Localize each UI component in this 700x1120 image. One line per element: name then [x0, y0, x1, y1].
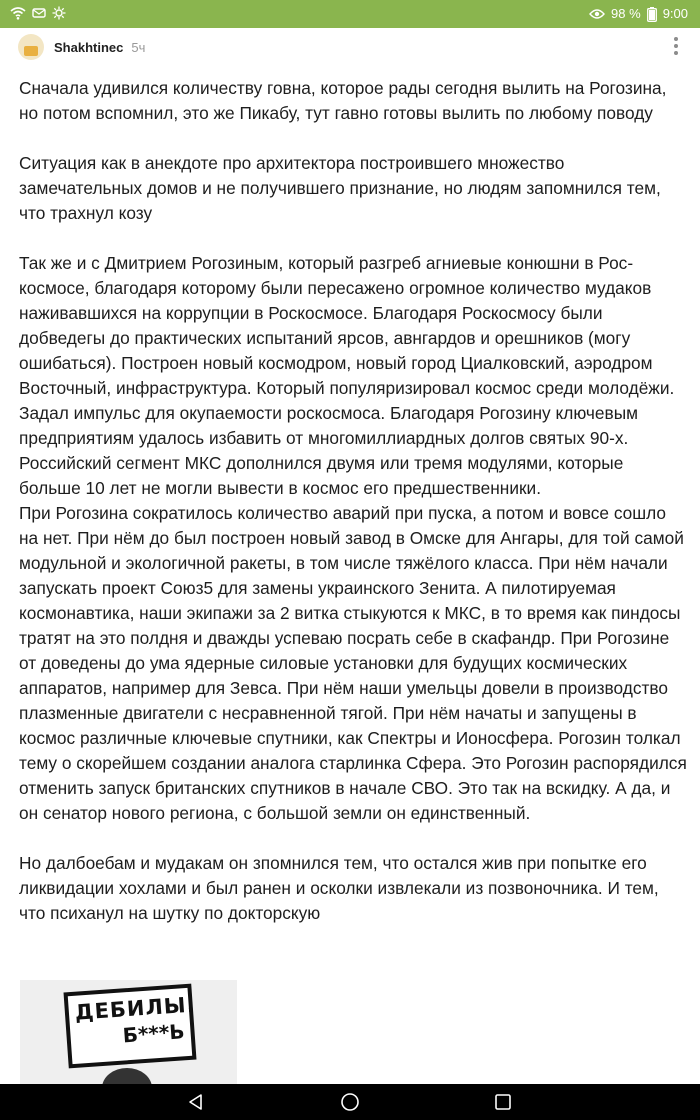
settings-icon	[52, 6, 66, 20]
wifi-icon	[10, 6, 26, 20]
recent-apps-icon[interactable]	[494, 1093, 512, 1111]
battery-icon	[647, 7, 657, 22]
author-name[interactable]: Shakhtinec	[54, 39, 124, 55]
status-bar	[0, 0, 700, 28]
paragraph: Так же и с Дмитрием Рогозиным, который разгреб агниевые конюшни в Рос-космосе, благодаря которому были пересажено огромное количество мудаков наживавшихся на коррупции в Роскосмосе. Благодаря Роскосмосу были добведегы до практических испытаний ярсов, авнгардов и орешников (могу ошибаться). Построен новый космодром, новый город Циалковский, аэродром Восточный, инфраструктура. Который популяризировал космос среди молодёжи. Задал импульс для окупаемости роскосмоса. Благодаря Рогозину ключевым предприятиям удалось избавить от многомиллиардных долгов святых 90-х. Российский сегмент МКС дополнился двумя или тремя модулями, которые больше 10 лет не могли вывести в космос его предшественники.	[19, 253, 675, 498]
post-header	[18, 34, 145, 60]
back-icon[interactable]	[186, 1092, 206, 1112]
home-icon[interactable]	[340, 1092, 360, 1112]
paragraph: Сначала удивился количеству говна, которое рады сегодня вылить на Рогозина, но потом вспомнил, это же Пикабу, тут гавно готовы вылить по любому поводу	[19, 78, 667, 123]
post-image[interactable]	[20, 980, 237, 1084]
notification-icon	[32, 6, 46, 20]
status-icons-right	[589, 6, 688, 22]
sign-text-line2: Б***Ь	[121, 1019, 186, 1048]
more-options-icon[interactable]	[666, 34, 686, 58]
post-body	[19, 76, 687, 951]
image-sign	[64, 984, 197, 1069]
battery-percent: 98 %	[611, 6, 641, 21]
navigation-bar	[0, 1084, 700, 1120]
sign-text-line1: ДЕБИЛЫ.	[74, 992, 197, 1025]
post-time: 5ч	[131, 39, 146, 55]
paragraph: При Рогозина сократилось количество аварий при пуска, а потом и вовсе сошло на нет. При нём до был построен новый завод в Омске для Ангары, для той самой модульной и экологичной ракеты, в том числе тяжёлого класса. При нём начали запускать проект Союз5 для замены украинского Зенита. А пилотируемая космонавтика, наши экипажи за 2 витка стыкуются к МКС, в то время как пиндосы тратят на это полдня и дважды успеваю посрать себе в скафандр. При Рогозине от доведены до ума ядерные силовые установки для будущих космических аппаратов, например для Зевса. При нём наши умельцы довели в производство плазменные двигатели с несравненной тягой. При нём начаты и запущены в космос различные ключевые спутники, как Спектры и Ионосфера. Рогозин толкал тему о скорейшем создании аналога старлинка Сфера. Это Рогозин распорядился отменить запуск британских спутников в начале СВО. Это так на вскидку. А да, и он сенатор нового региона, с большой земли он единственный.	[19, 503, 687, 823]
avatar[interactable]	[18, 34, 44, 60]
status-icons-left	[10, 6, 66, 20]
paragraph: Ситуация как в анекдоте про архитектора построившего множество замечательных домов и не получившего признание, но людям запомнился тем, что трахнул козу	[19, 153, 661, 223]
clock: 9:00	[662, 6, 688, 21]
eye-icon	[589, 8, 605, 20]
image-person-head	[102, 1068, 152, 1084]
paragraph: Но далбоебам и мудакам он зпомнился тем, что остался жив при попытке его ликвидации хохлами и был ранен и осколки извлекали из позвоночника. И тем, что психанул на шутку по докторскую	[19, 853, 659, 923]
